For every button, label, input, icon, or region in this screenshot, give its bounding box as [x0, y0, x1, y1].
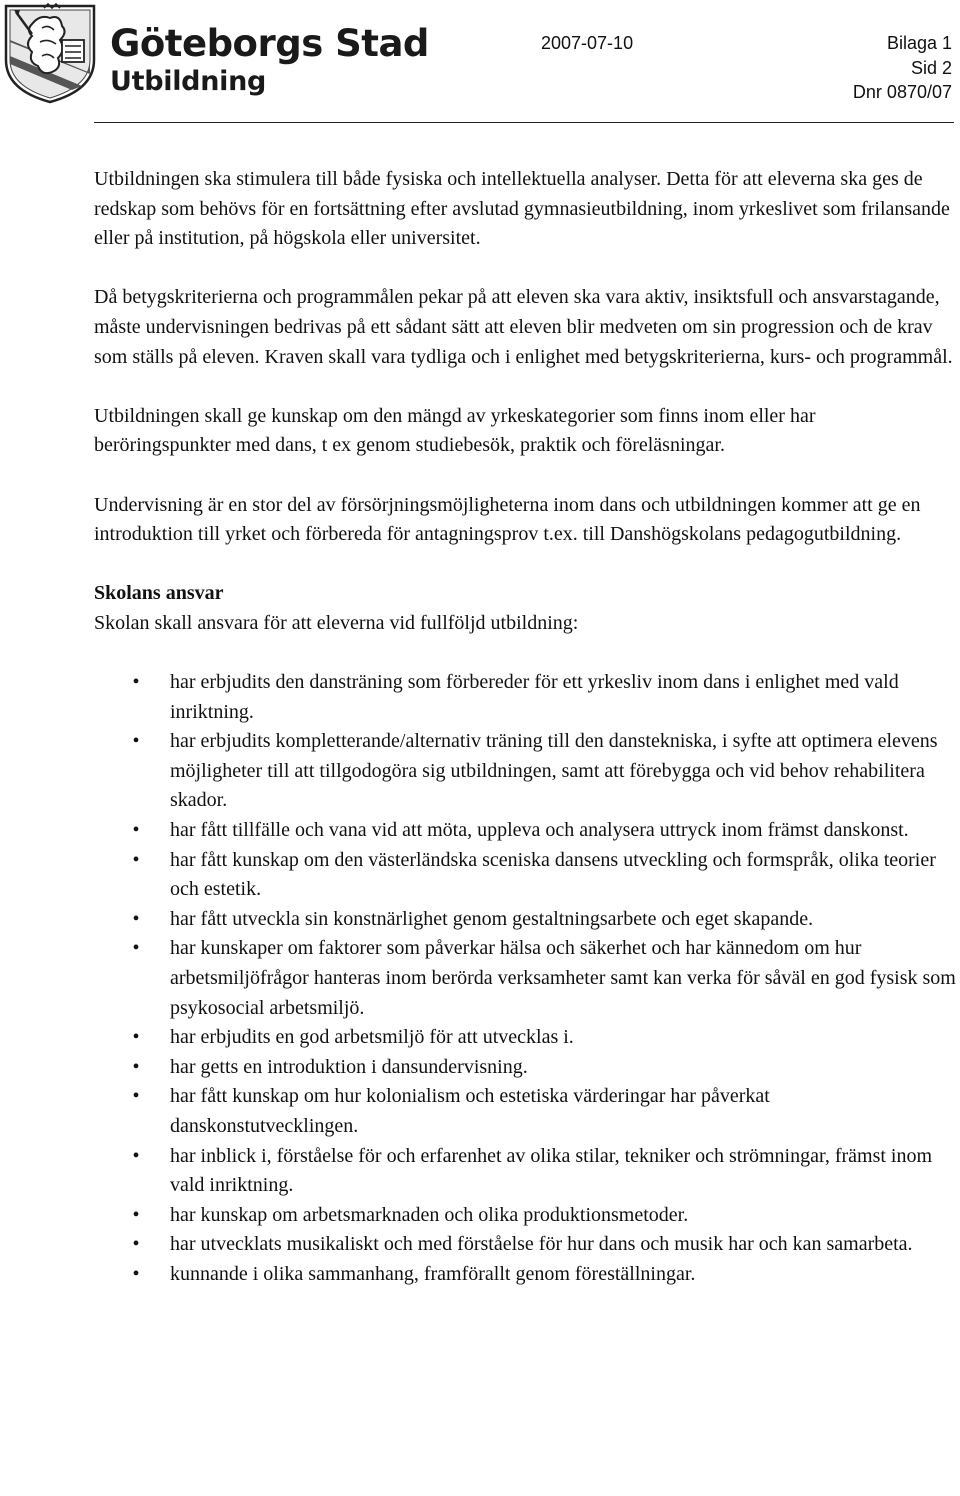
responsibility-list: [94, 668, 956, 1289]
bullet-icon: •: [132, 1262, 140, 1285]
bullet-icon: •: [132, 937, 140, 960]
list-item: [94, 727, 956, 816]
document-body: [94, 165, 956, 1290]
list-item: [94, 1260, 956, 1290]
list-item-text: har erbjudits den dansträning som förbereder för ett yrkesliv inom dans i enlighet med vald inriktning.: [170, 671, 899, 723]
list-item-text: kunnande i olika sammanhang, framförallt genom föreställningar.: [170, 1262, 696, 1285]
section-intro: Skolan skall ansvara för att eleverna vid fullföljd utbildning:: [94, 611, 579, 634]
list-item-text: har fått tillfälle och vana vid att möta, uppleva och analysera uttryck inom främst danskonst.: [170, 819, 909, 842]
organization-name: Göteborgs Stad: [110, 22, 429, 65]
list-item-text: har fått utveckla sin konstnärlighet genom gestaltningsarbete och eget skapande.: [170, 907, 814, 930]
list-item-text: har fått kunskap om hur kolonialism och estetiska värderingar har påverkat danskonstutvecklingen.: [170, 1085, 770, 1137]
list-item: [94, 1023, 956, 1053]
list-item: [94, 1230, 956, 1260]
bullet-icon: •: [132, 671, 140, 694]
list-item-text: har erbjudits kompletterande/alternativ träning till den danstekniska, i syfte att optimera elevens möjligheter till att tillgodogöra sig utbildningen, samt att förebygga och vid behov rehabilitera skador.: [170, 730, 938, 812]
header-divider: [94, 122, 954, 123]
paragraph-2: Då betygskriterierna och programmålen pekar på att eleven ska vara aktiv, insiktsfull och ansvarstagande, måste undervisningen bedrivas på ett sådant sätt att eleven blir medveten om sin progression och de krav som ställs på eleven. Kraven skall vara tydliga och i enlighet med betygskriterierna, kurs- och programmål.: [94, 286, 953, 368]
list-item: [94, 1142, 956, 1201]
department-name: Utbildning: [110, 66, 267, 97]
coat-of-arms-icon: [2, 2, 98, 104]
bullet-icon: •: [132, 1144, 140, 1167]
organization-block: [110, 22, 429, 98]
paragraph-3: Utbildningen skall ge kunskap om den mängd av yrkeskategorier som finns inom eller har beröringspunkter med dans, t ex genom studiebesök, praktik och föreläsningar.: [94, 404, 816, 457]
list-item: [94, 1201, 956, 1231]
list-item: [94, 1053, 956, 1083]
list-item-text: har erbjudits en god arbetsmiljö för att utvecklas i.: [170, 1026, 574, 1049]
list-item-text: har kunskaper om faktorer som påverkar hälsa och säkerhet och har kännedom om hur arbetsmiljöfrågor hanteras inom berörda verksamheter samt kan verka för såväl en god fysisk som psykosocial arbetsmiljö.: [170, 937, 956, 1019]
registration-number: Dnr 0870/07: [852, 82, 952, 102]
list-item-text: har getts en introduktion i dansundervisning.: [170, 1055, 528, 1078]
list-item-text: har utvecklats musikaliskt och med förståelse för hur dans och musik har och kan samarbeta.: [170, 1233, 913, 1256]
paragraph-1: Utbildningen ska stimulera till både fysiska och intellektuella analyser. Detta för att eleverna ska ges de redskap som behövs för en fortsättning efter avslutad gymnasieutbildning, inom yrkeslivet som frilansande eller på institution, på högskola eller universitet.: [94, 168, 950, 250]
section-heading: Skolans ansvar: [94, 582, 224, 605]
list-item: [94, 905, 956, 935]
page-number: Sid 2: [910, 58, 952, 78]
document-date: 2007-07-10: [541, 33, 634, 53]
bullet-icon: •: [132, 1085, 140, 1108]
bullet-icon: •: [132, 1055, 140, 1078]
bullet-icon: •: [132, 1026, 140, 1049]
bullet-icon: •: [132, 819, 140, 842]
bullet-icon: •: [132, 1233, 140, 1256]
bullet-icon: •: [132, 907, 140, 930]
bullet-icon: •: [132, 1203, 140, 1226]
list-item: [94, 1082, 956, 1141]
appendix-label: Bilaga 1: [886, 33, 952, 53]
list-item: [94, 668, 956, 727]
list-item-text: har kunskap om arbetsmarknaden och olika produktionsmetoder.: [170, 1203, 689, 1226]
list-item: [94, 934, 956, 1023]
list-item-text: har inblick i, förståelse för och erfarenhet av olika stilar, tekniker och strömningar, främst inom vald inriktning.: [170, 1144, 933, 1197]
bullet-icon: •: [132, 730, 140, 753]
list-item-text: har fått kunskap om den västerländska sceniska dansens utveckling och formspråk, olika teorier och estetik.: [170, 848, 936, 901]
list-item: [94, 846, 956, 905]
bullet-icon: •: [132, 848, 140, 871]
paragraph-4: Undervisning är en stor del av försörjningsmöjligheterna inom dans och utbildningen kommer att ge en introduktion till yrket och förbereda för antagningsprov t.ex. till Danshögskolans pedagogutbildning.: [94, 493, 921, 546]
list-item: [94, 816, 956, 846]
